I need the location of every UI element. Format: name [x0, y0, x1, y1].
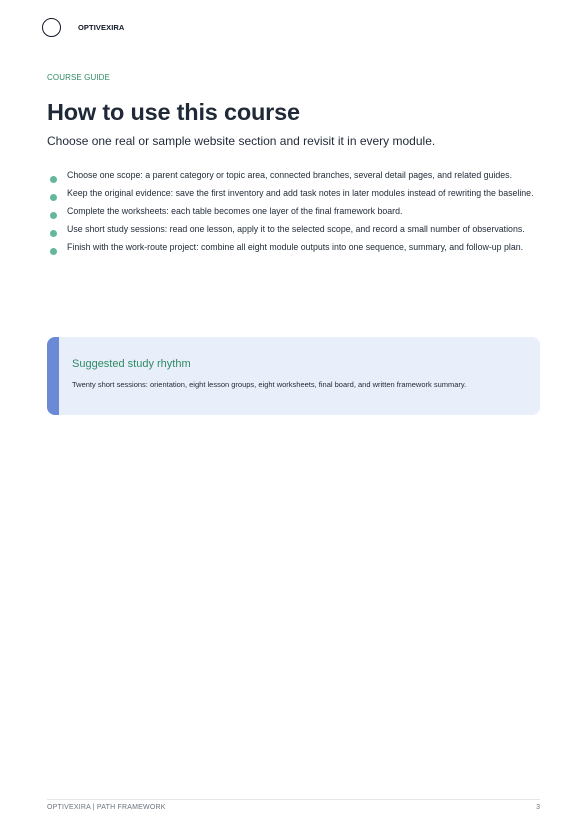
list-item-text: Use short study sessions: read one lesson, apply it to the selected scope, and record a small number of observations. [67, 224, 525, 234]
bullet-dot-icon [50, 230, 57, 237]
bullet-dot-icon [50, 176, 57, 183]
bullet-dot-icon [50, 248, 57, 255]
footer-label: OPTIVEXIRA | PATH FRAMEWORK [47, 804, 166, 811]
callout-text: Twenty short sessions: orientation, eight lesson groups, eight worksheets, final board, and written framework summary. [72, 380, 467, 389]
section-eyebrow: COURSE GUIDE [47, 73, 110, 82]
circle-logo-icon [42, 18, 61, 37]
footer-divider [47, 799, 540, 800]
list-item [47, 222, 542, 237]
page-number: 3 [536, 804, 540, 811]
bullet-dot-icon [50, 212, 57, 219]
list-item-text: Finish with the work-route project: combine all eight module outputs into one sequence, summary, and follow-up plan. [67, 242, 524, 252]
page-subtitle: Choose one real or sample website section and revisit it in every module. [47, 134, 436, 148]
callout-title: Suggested study rhythm [72, 358, 191, 370]
list-item [47, 240, 542, 255]
bullet-dot-icon [50, 194, 57, 201]
list-item-text: Keep the original evidence: save the first inventory and add task notes in later modules instead of rewriting the baseline. [67, 188, 534, 198]
list-item-text: Choose one scope: a parent category or topic area, connected branches, several detail pages, and related guides. [67, 170, 513, 180]
instruction-list [47, 168, 542, 258]
list-item [47, 168, 542, 183]
callout-accent-bar [47, 337, 59, 415]
page-title: How to use this course [47, 99, 300, 125]
brand-name: OPTIVEXIRA [78, 23, 125, 32]
brand-header [42, 18, 124, 37]
list-item-text: Complete the worksheets: each table becomes one layer of the final framework board. [67, 206, 403, 216]
list-item [47, 186, 542, 201]
study-rhythm-callout [47, 337, 540, 415]
list-item [47, 204, 542, 219]
